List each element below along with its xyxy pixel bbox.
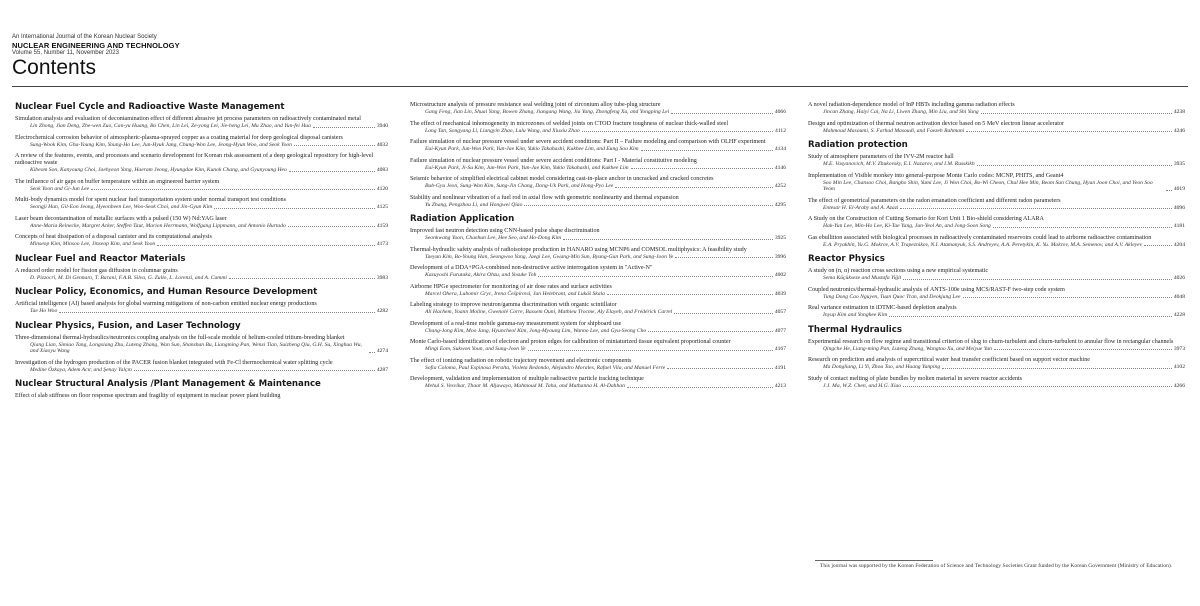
page-number: 4096 bbox=[1173, 204, 1185, 211]
page-number: 4026 bbox=[1173, 275, 1185, 281]
article-meta-row bbox=[808, 128, 1185, 135]
page-number: 4181 bbox=[1173, 223, 1185, 229]
journal-name: NUCLEAR ENGINEERING AND TECHNOLOGY bbox=[12, 41, 180, 50]
leader-dots bbox=[631, 168, 773, 169]
article-meta-row bbox=[15, 342, 388, 355]
article-meta-row bbox=[15, 308, 388, 315]
leader-dots bbox=[641, 150, 773, 151]
masthead bbox=[12, 34, 1188, 80]
toc-entry[interactable] bbox=[15, 268, 388, 282]
leader-dots bbox=[1144, 245, 1172, 246]
article-authors: Lin Zhong, Jian Deng, Zhe-wen Zuo, Can-yu Huang, Bo Chen, Lin Lei, Ze-yong Lei, Jie-heng Lei, Mu Zhao, and Yun-fei Hua bbox=[30, 123, 311, 129]
leader-dots bbox=[942, 368, 1172, 369]
footnote-text: This journal was supported by the Korean Federation of Science and Technology Societies Grant funded by the Korean Government (Ministry of Education). bbox=[820, 563, 1173, 569]
header-rule bbox=[12, 86, 1188, 87]
page-number: 4246 bbox=[1173, 127, 1185, 134]
toc-entry[interactable] bbox=[410, 228, 786, 242]
toc-entry[interactable] bbox=[808, 121, 1185, 135]
article-authors: Ali Hachem, Yoann Moline, Gwenolé Corre, Bassem Ouni, Mathieu Trocme, Aly Elayeb, and Frédérick Carrel bbox=[425, 309, 673, 315]
article-meta-row bbox=[808, 364, 1185, 371]
page-number: 4274 bbox=[376, 348, 388, 354]
article-title[interactable]: Investigation of the hydrogen production of the PACER fusion blanket integrated with Fe-Cl thermochemical water splitting cycle bbox=[15, 359, 333, 366]
leader-dots bbox=[993, 227, 1172, 228]
article-title[interactable]: Electrochemical corrosion behavior of atmospheric-plasma-sprayed copper as a coating material for deep geological disposal canisters bbox=[15, 134, 343, 141]
article-authors: Chang-Jong Kim, Moo Jang, Hyuncheol Kim, Jong-Myoung Lim, Wanno Lee, and Gyu-Seong Cho bbox=[425, 327, 647, 334]
toc-entry[interactable] bbox=[410, 284, 786, 298]
leader-dots bbox=[524, 205, 772, 206]
toc-entry[interactable] bbox=[15, 301, 388, 315]
article-meta-row bbox=[15, 275, 388, 282]
leader-dots bbox=[229, 278, 375, 279]
article-meta-row bbox=[410, 291, 786, 298]
article-authors: Minseop Kim, Minsoo Lee, Jinseop Kim, and Seok Yoon bbox=[30, 241, 156, 247]
article-authors: Medine Özkaya, Adem Acır, and Şenay Yalçın bbox=[30, 366, 132, 373]
leader-dots bbox=[288, 226, 375, 227]
article-meta-row bbox=[410, 146, 786, 153]
toc-entry[interactable] bbox=[15, 197, 388, 211]
article-title[interactable]: Concepts of heat dissipation of a disposal canister and its computational analysis bbox=[15, 234, 212, 240]
page-number: 4134 bbox=[774, 146, 786, 152]
toc-entry[interactable] bbox=[410, 102, 786, 116]
article-authors: Yu Zhang, Pengzhou Li, and Hongwei Qiao bbox=[425, 201, 523, 208]
page-number: 3940 bbox=[376, 123, 388, 129]
article-title[interactable]: A study on (n, α) reaction cross sections using a new empirical systematic bbox=[808, 268, 989, 274]
toc-entry[interactable] bbox=[410, 358, 786, 372]
article-authors: Eui-Kyun Park, Jun-Won Park, Yun-Jae Kim, Yukio Takahashi, Kukhee Lim, and Eung Soo Kim bbox=[425, 146, 639, 152]
article-title[interactable]: A reduced order model for fission gas diffusion in columnar grains bbox=[15, 267, 178, 274]
leader-dots bbox=[607, 294, 773, 295]
page-number: 3983 bbox=[376, 274, 388, 281]
article-title[interactable]: Failure simulation of nuclear pressure vessel under severe accident conditions: Part I - Material constitutive modeling bbox=[410, 157, 697, 164]
leader-dots bbox=[214, 208, 375, 209]
section-title: Nuclear Structural Analysis /Plant Management & Maintenance bbox=[15, 379, 321, 389]
page-number: 4083 bbox=[376, 167, 388, 173]
article-meta-row bbox=[808, 180, 1185, 193]
toc-section bbox=[15, 102, 388, 248]
article-meta-row bbox=[410, 383, 786, 390]
leader-dots bbox=[903, 279, 1172, 280]
page-number: 4066 bbox=[774, 109, 786, 115]
article-authors: Sofia Coloma, Paul Espinosa Peralta, Violeta Redondo, Alejandro Morales, Rafael Vila, and Manuel Ferre bbox=[425, 364, 666, 371]
leader-dots bbox=[369, 352, 375, 353]
section-title: Nuclear Physics, Fusion, and Laser Technology bbox=[15, 320, 241, 331]
article-meta-row bbox=[410, 128, 786, 135]
page-number: 4173 bbox=[376, 241, 388, 247]
article-title[interactable]: Monte Carlo-based identification of electron and proton edges for calibration of miniaturized tissue equivalent proportional counter bbox=[410, 339, 731, 345]
article-authors: Anne-Maria Reinecke, Margret Acker, Steffen Taut, Marion Herrmann, Wolfgang Lippmann, and Antonio Hurtado bbox=[30, 222, 286, 229]
article-title[interactable]: Research on prediction and analysis of supercritical water heat transfer coefficient based on support vector machine bbox=[808, 357, 1090, 363]
page-number: 4002 bbox=[774, 272, 786, 278]
page-number: 3925 bbox=[774, 235, 786, 241]
article-meta-row bbox=[410, 328, 786, 335]
toc-entry[interactable] bbox=[15, 179, 388, 193]
article-title[interactable]: Airborne HPGe spectrometer for monitoring of air dose rates and surface activities bbox=[410, 283, 612, 290]
article-title[interactable]: Improved fast neutron detection using CNN-based pulse shape discrimination bbox=[410, 228, 600, 234]
article-title[interactable]: Gas ebullition associated with biological processes in radioactively contaminated reservoirs could lead to airborne radioactive contamination bbox=[808, 234, 1152, 241]
leader-dots bbox=[91, 189, 375, 190]
page-number: 4159 bbox=[376, 222, 388, 229]
article-title[interactable]: Multi-body dynamics model for spent nuclear fuel transportation system under normal transport test conditions bbox=[15, 197, 286, 203]
article-title[interactable]: Study of contact melting of plate bundles by molten material in severe reactor accidents bbox=[808, 375, 1023, 382]
page-number: 4120 bbox=[376, 185, 388, 192]
article-meta-row bbox=[410, 202, 786, 209]
toc-entry[interactable] bbox=[410, 195, 786, 209]
leader-dots bbox=[667, 368, 773, 369]
toc-section bbox=[410, 102, 786, 208]
article-meta-row bbox=[410, 346, 786, 353]
article-authors: Taeyun Kim, Bo-Young Han, Seongwoo Yang, Jaegi Lee, Gwang-Min Sun, Byung-Gun Park, and Sung-Joon Ye bbox=[425, 253, 674, 260]
article-authors: D. Pizzocri, M. Di Gennaro, T. Barani, F.A.B. Silva, G. Zullo, L. Lorenzi, and A. Cammi bbox=[30, 274, 227, 281]
article-authors: Ma Dongliang, Li Yi, Zhou Tao, and Huang Yanping bbox=[823, 364, 941, 370]
article-title[interactable]: Effect of slab stiffness on floor response spectrum and fragility of equipment in nuclear power plant building bbox=[15, 393, 281, 399]
journal-society-line: An International Journal of the Korean Nuclear Society bbox=[12, 34, 157, 40]
page-number: 4204 bbox=[1173, 241, 1185, 248]
leader-dots bbox=[538, 276, 772, 277]
toc-section bbox=[808, 140, 1185, 248]
article-title[interactable]: Simulation analysis and evaluation of decontamination effect of different abrasive jet process parameters on radioactively contaminated metal bbox=[15, 116, 361, 122]
article-authors: Mehul S. Vesvikar, Thaar M. Aljuwaya, Mahmoud M. Taha, and Muthanna H. Al-Dahhan bbox=[425, 383, 625, 389]
article-title[interactable]: A novel radiation-dependence model of InP HBTs including gamma radiation effects bbox=[808, 102, 1015, 108]
page-number: 4252 bbox=[774, 183, 786, 189]
article-title[interactable]: Development of a real-time mobile gamma-ray measurement system for shipboard use bbox=[410, 320, 622, 327]
toc-entry[interactable] bbox=[410, 321, 786, 335]
toc-entry[interactable] bbox=[410, 265, 786, 279]
article-meta-row bbox=[15, 241, 388, 248]
article-title[interactable]: Failure simulation of nuclear pressure vessel under severe accident conditions: Part II – Failure modeling and comparison with OLHF experiment bbox=[410, 139, 766, 145]
page-number: 4228 bbox=[1173, 312, 1185, 318]
article-title[interactable]: The effect of mechanical inhomogeneity in microzones of welded joints on CTOD fracture toughness of nuclear thick-walled steel bbox=[410, 120, 729, 127]
toc-entry[interactable] bbox=[808, 216, 1185, 230]
page-number: 4112 bbox=[775, 127, 786, 134]
page-number: 4266 bbox=[1173, 382, 1185, 389]
article-meta-row bbox=[15, 223, 388, 230]
article-meta-row bbox=[808, 312, 1185, 319]
article-meta-row bbox=[410, 365, 786, 372]
article-authors: Seongji Han, Gil-Eon Jeong, Hyeonbeen Lee, Woo-Seok Choi, and Jin-Gyun Kim bbox=[30, 204, 213, 210]
toc-entry[interactable] bbox=[410, 247, 786, 261]
toc-entry[interactable] bbox=[808, 339, 1185, 353]
article-meta-row bbox=[808, 205, 1185, 212]
article-authors: Kibeom Son, Kanyoung Choi, Jaehyeon Yang, Haeram Jeong, Hyungdae Kim, Kunok Chang, and Gyunyoung Heo bbox=[30, 167, 287, 173]
article-meta-row bbox=[808, 346, 1185, 353]
toc-entry[interactable] bbox=[410, 139, 786, 153]
article-authors: M.E. Vasyanovich, M.V. Zhukovsky, E.I. Nazarov, and I.M. Russkikh bbox=[823, 161, 975, 167]
article-authors: Inyup Kim and Yonghee Kim bbox=[823, 312, 888, 318]
page-number: 4191 bbox=[774, 364, 786, 371]
section-title: Nuclear Fuel and Reactor Materials bbox=[15, 253, 186, 264]
article-title[interactable]: Labeling strategy to improve neutron/gamma discrimination with organic scintillator bbox=[410, 302, 617, 308]
article-authors: Hak-Yun Lee, Min-Ho Lee, Ki-Tae Yang, Jun-Yeol An, and Jong-Soon Song bbox=[823, 223, 991, 229]
page-number: 4295 bbox=[774, 201, 786, 208]
toc-entry[interactable] bbox=[15, 135, 388, 149]
leader-dots bbox=[134, 370, 375, 371]
article-meta-row bbox=[410, 235, 786, 242]
article-title[interactable]: Coupled neutronics/thermal-hydraulic analysis of ANTS-100e using MCS/RAST-F two-step code system bbox=[808, 286, 1065, 293]
article-meta-row bbox=[15, 167, 388, 174]
article-meta-row bbox=[808, 109, 1185, 116]
toc-section bbox=[15, 254, 388, 282]
article-meta-row bbox=[15, 204, 388, 211]
toc-entry[interactable] bbox=[410, 339, 786, 353]
page-number: 4032 bbox=[376, 141, 388, 148]
toc-entry[interactable] bbox=[15, 153, 388, 174]
article-meta-row bbox=[410, 254, 786, 261]
article-meta-row bbox=[410, 165, 786, 172]
leader-dots bbox=[528, 350, 773, 351]
toc-entry[interactable] bbox=[808, 268, 1185, 282]
article-authors: Sung-Wook Kim, Gha-Young Kim, Young-Ho Lee, Jun-Hyuk Jang, Chung-Won Lee, Jeong-Hyun Woo, and Seok Yoon bbox=[30, 141, 292, 148]
leader-dots bbox=[675, 257, 772, 258]
article-title[interactable]: Artificial intelligence (AI) based analysis for global warming mitigations of non-carbon emitted nuclear energy productions bbox=[15, 301, 317, 307]
article-meta-row bbox=[15, 367, 388, 374]
toc-entry[interactable] bbox=[410, 176, 786, 190]
page-number: 4102 bbox=[1173, 364, 1185, 370]
article-meta-row bbox=[808, 275, 1185, 282]
article-title[interactable]: Microstructure analysis of pressure resistance seal welding joint of zirconium alloy tube-plug structure bbox=[410, 102, 661, 108]
toc-entry[interactable] bbox=[808, 287, 1185, 301]
article-authors: Gang Feng, Jian Lin, Shuai Yang, Bowen Zhang, Jiangang Wang, Jia Yang, Zhongfeng Xu, and Yongping Lei bbox=[425, 109, 670, 115]
page-number: 3973 bbox=[1173, 345, 1185, 352]
article-title[interactable]: Stability and nonlinear vibration of a fuel rod in axial flow with geometric nonlinearity and thermal expansion bbox=[410, 194, 679, 201]
article-authors: E.A. Pryakhin, Yu.G. Mokrov, A.V. Trapeznikov, N.I. Atamanyuk, S.S. Andreyev, A.A. Peretykin, K. Yu. Mokrov, M.A. Semenov, and A.V. Akleyev bbox=[823, 241, 1143, 248]
article-authors: Entesar H. El-Araby and A. Azazi bbox=[823, 204, 899, 211]
toc-section bbox=[808, 254, 1185, 319]
section-title: Reactor Physics bbox=[808, 254, 885, 264]
contents-column-1 bbox=[15, 102, 388, 406]
leader-dots bbox=[294, 145, 375, 146]
toc-entry[interactable] bbox=[808, 376, 1185, 390]
article-meta-row bbox=[15, 142, 388, 149]
article-title[interactable]: Thermal-hydraulic safety analysis of radioisotope production in HANARO using MCNP6 and COMSOL multiphysics: A feasibility study bbox=[410, 246, 747, 253]
toc-entry[interactable] bbox=[15, 393, 388, 400]
article-authors: Mahmoud Masoumi, S. Farhad Masoudi, and Faezeh Rahmani bbox=[823, 127, 965, 134]
leader-dots bbox=[963, 297, 1172, 298]
contents-column-2 bbox=[410, 102, 786, 396]
page-number: 4019 bbox=[1173, 186, 1185, 192]
article-authors: Qiang Lian, Simiao Tang, Longxiang Zhu, Luteng Zhang, Wan Sun, Shanshan Bu, Liangming Pan, Wenxi Tian, Suizheng Qiu, G.H. Su, Xinghua Wu, and Xiaoyu Wang bbox=[30, 341, 362, 354]
toc-section bbox=[15, 321, 388, 374]
article-authors: Jincan Zhang, Haiyi Cai, Na Li, Liwen Zhang, Min Liu, and Shi Yang bbox=[823, 109, 979, 115]
page-number: 4146 bbox=[774, 164, 786, 171]
article-title[interactable]: Implementation of Visible monkey into general-purpose Monte Carlo codes: MCNP, PHITS, and Geant4 bbox=[808, 172, 1064, 179]
toc-entry[interactable] bbox=[410, 121, 786, 135]
article-meta-row bbox=[808, 294, 1185, 301]
toc-section bbox=[410, 214, 786, 390]
article-meta-row bbox=[15, 123, 388, 130]
leader-dots bbox=[900, 208, 1171, 209]
article-authors: J.J. Ma, W.Z. Chen, and H.G. Xiao bbox=[823, 382, 902, 389]
article-title[interactable]: Seismic behavior of simplified electrical cabinet model considering cast-in-place anchor in uncracked and cracked concretes bbox=[410, 176, 714, 182]
toc-section bbox=[15, 287, 388, 315]
section-title: Radiation Application bbox=[410, 214, 515, 224]
toc-entry[interactable] bbox=[808, 305, 1185, 319]
toc-entry[interactable] bbox=[410, 302, 786, 316]
article-authors: Soo Min Lee, Chansoo Choi, Bangho Shin, Yumi Lee, Ji Won Choi, Bo-Wi Cheon, Chul Hee Min, Beom Sun Chung, Hyun Joon Choi, and Yeon Soo Yeom bbox=[823, 179, 1153, 192]
page-number: 4077 bbox=[774, 327, 786, 334]
page-title: Contents bbox=[12, 56, 97, 79]
page-number: 4057 bbox=[774, 309, 786, 315]
leader-dots bbox=[674, 313, 772, 314]
article-meta-row bbox=[808, 161, 1185, 168]
article-title[interactable]: Development, validation and implementation of multiple radioactive particle tracking technique bbox=[410, 376, 644, 382]
article-title[interactable]: The effect of ionizing radiation on robotic trajectory movement and electronic components bbox=[410, 357, 632, 364]
section-title: Radiation protection bbox=[808, 140, 908, 150]
toc-entry[interactable] bbox=[808, 235, 1185, 249]
article-title[interactable]: Experimental research on flow regime and transitional criterion of slug to churn-turbulent and churn-turbulent to annular flow in rectangular channels bbox=[808, 338, 1174, 345]
article-meta-row bbox=[808, 383, 1185, 390]
page-number: 3935 bbox=[1173, 161, 1185, 167]
article-title[interactable]: A review of the features, events, and processes and scenario development for Korean risk assessment of a deep geological repository for high-level radioactive waste bbox=[15, 153, 374, 166]
article-authors: Eui-Kyun Park, Ji-Su Kim, Jun-Won Park, Yun-Jae Kim, Yukio Takahashi, and Kukhee Lim bbox=[425, 164, 629, 171]
toc-entry[interactable] bbox=[15, 216, 388, 230]
toc-section bbox=[15, 379, 388, 400]
page-number: 4282 bbox=[376, 308, 388, 314]
toc-entry[interactable] bbox=[808, 154, 1185, 168]
page-number: 4167 bbox=[774, 346, 786, 352]
page-number: 4287 bbox=[376, 366, 388, 373]
funding-footnote bbox=[815, 560, 1187, 570]
article-title[interactable]: Study of atmosphere parameters of the IVV-2M reactor hall bbox=[808, 154, 954, 160]
leader-dots bbox=[627, 387, 773, 388]
article-title[interactable]: Real variance estimation in iDTMC-based depletion analysis bbox=[808, 305, 957, 311]
leader-dots bbox=[671, 113, 773, 114]
article-authors: Long Tan, Songyang Li, Liangyin Zhao, Lulu Wang, and Xiuxiu Zhao bbox=[425, 127, 580, 134]
leader-dots bbox=[977, 165, 1172, 166]
leader-dots bbox=[313, 127, 375, 128]
toc-entry[interactable] bbox=[15, 234, 388, 248]
leader-dots bbox=[157, 245, 375, 246]
toc-entry[interactable] bbox=[808, 173, 1185, 193]
page-number: 4039 bbox=[774, 290, 786, 297]
article-meta-row bbox=[808, 242, 1185, 249]
article-title[interactable]: The effect of geometrical parameters on the radon emanation coefficient and different radon parameters bbox=[808, 197, 1061, 204]
article-title[interactable]: Design and optimization of thermal neutron activation device based on 5 MeV electron linear accelerator bbox=[808, 120, 1065, 127]
article-authors: Tae Ho Woo bbox=[30, 308, 58, 314]
page-number: 4213 bbox=[774, 383, 786, 389]
article-authors: Sema Küçükseze and Mustafa Yiğit bbox=[823, 275, 902, 281]
article-meta-row bbox=[410, 272, 786, 279]
toc-entry[interactable] bbox=[410, 158, 786, 172]
leader-dots bbox=[289, 171, 375, 172]
leader-dots bbox=[563, 239, 773, 240]
article-authors: Marcel Ohera, Lubomír Gryc, Irena Češpírová, Jan Helebrant, and Lukáš Skala bbox=[425, 290, 605, 297]
article-title[interactable]: A Study on the Construction of Cutting Scenario for Kori Unit 1 Bio-shield considering ALARA bbox=[808, 216, 1044, 222]
article-authors: Seok Yoon and Gi-Jun Lee bbox=[30, 185, 90, 192]
toc-entry[interactable] bbox=[15, 360, 388, 374]
article-authors: Qingche He, Liang-ming Pan, Luteng Zhang, Wangtao Xu, and Meiyue Yan bbox=[823, 345, 992, 352]
article-title[interactable]: Laser beam decontamination of metallic surfaces with a pulsed (150 W) Nd:YAG laser bbox=[15, 215, 227, 222]
page-number: 4125 bbox=[376, 204, 388, 210]
article-meta-row bbox=[15, 186, 388, 193]
article-authors: Bub-Gyu Jeon, Sung-Wan Kim, Sung-Jin Chang, Dong-Uk Park, and Hong-Pyo Lee bbox=[425, 183, 614, 189]
toc-section bbox=[808, 325, 1185, 390]
toc-entry[interactable] bbox=[15, 335, 388, 355]
article-authors: Mingi Eom, Sukwon Youn, and Sung-Joon Ye bbox=[425, 346, 526, 352]
leader-dots bbox=[903, 386, 1172, 387]
leader-dots bbox=[582, 131, 773, 132]
leader-dots bbox=[889, 316, 1172, 317]
article-title[interactable]: Three-dimensional thermal-hydraulics/neutronics coupling analysis on the full-scale module of helium-cooled tritium-breeding blanket bbox=[15, 334, 345, 341]
leader-dots bbox=[966, 131, 1172, 132]
footnote-rule bbox=[815, 560, 933, 561]
toc-entry[interactable] bbox=[808, 102, 1185, 116]
article-title[interactable]: Development of a DDA+PGA-combined non-destructive active interrogation system in "Active-N" bbox=[410, 265, 653, 271]
toc-entry[interactable] bbox=[808, 198, 1185, 212]
section-title: Thermal Hydraulics bbox=[808, 324, 902, 335]
contents-column-3 bbox=[808, 102, 1185, 395]
article-meta-row bbox=[808, 223, 1185, 230]
article-authors: Seonkwang Yoon, Chaehun Lee, Hee Seo, and Ho-Dong Kim bbox=[425, 235, 562, 241]
volume-issue: Volume 55, Number 11, November 2023 bbox=[12, 50, 119, 56]
page-number: 4048 bbox=[1173, 293, 1185, 300]
article-meta-row bbox=[410, 109, 786, 116]
article-meta-row bbox=[410, 183, 786, 190]
leader-dots bbox=[615, 187, 772, 188]
leader-dots bbox=[1166, 190, 1172, 191]
section-title: Nuclear Fuel Cycle and Radioactive Waste Management bbox=[15, 102, 285, 112]
toc-entry[interactable] bbox=[15, 116, 388, 130]
toc-section bbox=[808, 102, 1185, 134]
page-number: 4238 bbox=[1173, 109, 1185, 115]
article-title[interactable]: The influence of air gaps on buffer temperature within an engineered barrier system bbox=[15, 178, 220, 185]
section-title: Nuclear Policy, Economics, and Human Resource Development bbox=[15, 287, 318, 297]
page-number: 3996 bbox=[774, 253, 786, 260]
leader-dots bbox=[648, 331, 773, 332]
article-authors: Kazuyoshi Furutaka, Akira Ohzu, and Yosuke Toh bbox=[425, 272, 537, 278]
toc-entry[interactable] bbox=[808, 357, 1185, 371]
article-meta-row bbox=[410, 309, 786, 316]
leader-dots bbox=[981, 113, 1172, 114]
toc-entry[interactable] bbox=[410, 376, 786, 390]
leader-dots bbox=[994, 349, 1172, 350]
article-authors: Tung Dong Cao Nguyen, Tuan Quoc Tran, and Deokjung Lee bbox=[823, 293, 961, 300]
leader-dots bbox=[59, 312, 375, 313]
